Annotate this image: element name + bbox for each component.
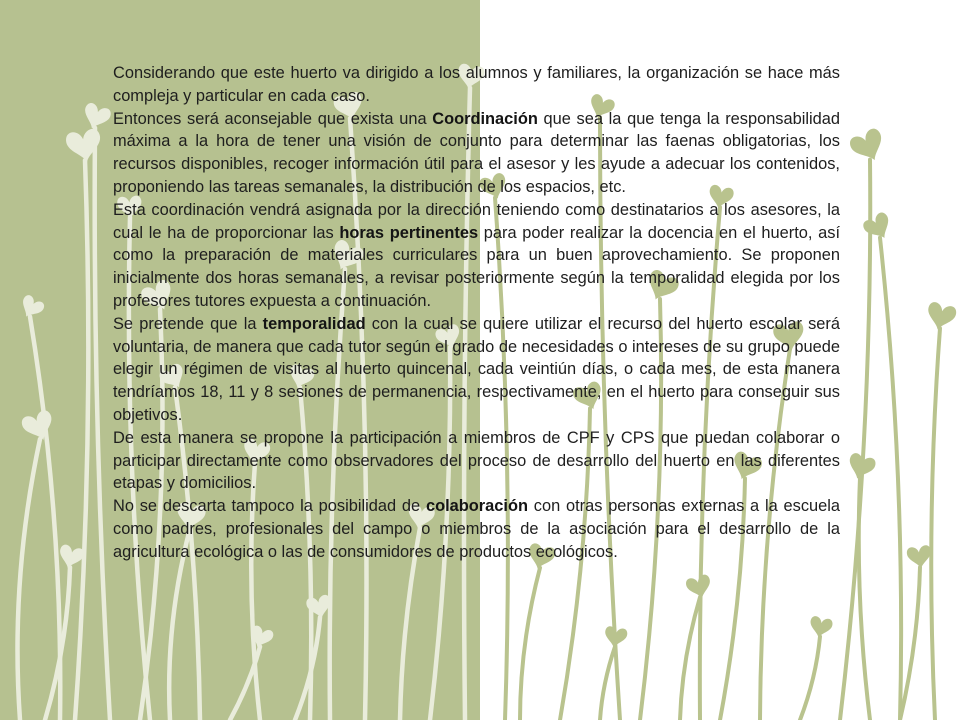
text-run: Esta coordinación vendrá asignada por la dirección teniendo como destinatarios a los asesores, la cual le ha de proporcionar las bbox=[113, 200, 840, 242]
body-text bbox=[113, 62, 840, 564]
bold-term: temporalidad bbox=[262, 314, 366, 333]
paragraph-3 bbox=[113, 199, 840, 313]
text-run: para poder realizar la docencia en el huerto, así como la preparación de materiales curriculares para un buen aprovechamiento. Se proponen inicialmente dos horas semanales, a revisar posteriormente según la temporalidad elegida por los profesores tutores expuesta a continuación. bbox=[113, 223, 840, 310]
bold-term: Coordinación bbox=[432, 109, 538, 128]
text-run: Se pretende que la bbox=[113, 314, 263, 333]
paragraph-4 bbox=[113, 313, 840, 427]
paragraph-6 bbox=[113, 495, 840, 563]
bold-term: horas pertinentes bbox=[339, 223, 479, 242]
text-run: con otras personas externas a la escuela como padres, profesionales del campo o miembros de la asociación para el desarrollo de la agricultura ecológica o las de consumidores de productos ecológicos. bbox=[113, 497, 840, 561]
text-run: De esta manera se propone la participación a miembros de CPF y CPS que puedan colaborar o participar directamente como observadores del proceso de desarrollo del huerto en las diferentes etapas y domicilios. bbox=[113, 428, 840, 493]
text-run: No se descarta tampoco la posibilidad de bbox=[113, 497, 426, 516]
text-run: con la cual se quiere utilizar el recurso del huerto escolar será voluntaria, de manera que cada tutor según el grado de necesidades o intereses de su grupo puede elegir un régimen de visitas al huerto quincenal, cada veintiún días, o cada mes, de esta manera tendríamos 18, 11 y 8 sesiones de permanencia, respectivamente, en el huerto para conseguir sus objetivos. bbox=[113, 314, 840, 424]
text-run: Entonces será aconsejable que exista una bbox=[113, 109, 433, 128]
text-run: que sea la que tenga la responsabilidad máxima a la hora de tener una visión de conjunto para determinar las faenas obligatorias, los recursos disponibles, recoger información útil para el asesor y les ayude a adecuar los contenidos, proponiendo las tareas semanales, la distribución de los espacios, etc. bbox=[113, 109, 841, 196]
paragraph-5 bbox=[113, 427, 840, 495]
paragraph-1 bbox=[113, 62, 840, 108]
text-run: Considerando que este huerto va dirigido a los alumnos y familiares, la organización se hace más compleja y particular en cada caso. bbox=[113, 64, 840, 105]
bold-term: colaboración bbox=[425, 497, 528, 516]
paragraph-2 bbox=[113, 108, 840, 199]
